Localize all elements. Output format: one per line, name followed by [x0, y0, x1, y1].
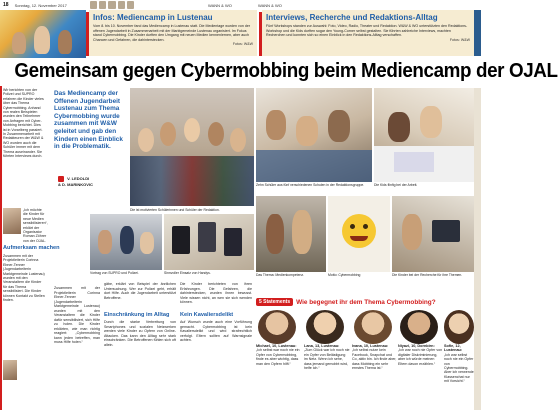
statement-sofie-name: Sofie, 12, Lustenau:: [444, 344, 463, 353]
statement-face-michael: [258, 310, 296, 344]
body-column-3-text-2: Durch die starke Verbreitung von Smartphones und sozialen Netzwerken werden viele Kinder zu Opfern von Online-Attacken. Das kann den Alltag sehr stark einschränken. Die Betroffenen fühlen sich oft allein.: [104, 320, 176, 347]
statement-niyazi-text: „Ich war noch nie Opfer von digitaler Diskriminierung, aber ich würde meinen Eltern davon erzählen.“: [398, 348, 443, 366]
info-left-text: Vom 8. bis 10. November fand das Mediencamp in Lustenau statt. Die Medientage wurden von der offenen Jugendarbeit in Zusammenarbeit mit der Marktgemeinde Lustenau organisiert. Im Fokus stand Cybermobbing. Die Kinder durften den Umgang mit neuen Medien kennenlernen, aber auch Chancen und Gefahren, die dahinterstecken.: [93, 24, 251, 42]
left-column-text-3: Zusammen mit der Projektleiterin Corinna Ebner-Tenner (Jugendarbeiterin Marktgemeinde Lustenau) wurden mit den Veranstaltern die Kinder für das Thema sensibilisiert. Die Kinder können Kontakt zu Stellen finden.: [3, 254, 45, 303]
statement-michael-name: Michael, 10, Lustenau:: [256, 344, 297, 348]
page-number: 18: [3, 2, 9, 8]
info-right-signature: Fotos: W&W: [449, 37, 470, 42]
statement-face-niyazi: [400, 310, 438, 344]
photo-discussion: [374, 88, 474, 182]
left-column-text-1: Wir berichten von der Polizei und SUPRO erfahren die Kinder vieles über das Thema Cybermobbing. Anhand von realen Beispielen wurden den Teilnehmer von Anfragen mit Cyber-Mobbing berichtet. Dies ist in Vorarlberg passiert. In Zusammenarbeit mit Redakteuren der W&W & WO wurden auch die Schüler immer mit dem Thema auseinander. Sie führten Interviews durch.: [3, 88, 44, 159]
statement-lana-name: Lana, 13, Lustenau:: [304, 344, 340, 348]
caption-redaktion-group: Zehn Schüler aus fünf verschiedenen Schulen in der Redaktionsgruppe.: [256, 183, 365, 187]
photo-redaktion-group: [256, 88, 372, 182]
statement-face-sofie: [444, 310, 474, 344]
info-box-right: [262, 10, 474, 56]
caption-phones: Sinnvoller Einsatz von Handys.: [164, 271, 211, 275]
statement-face-lana: [306, 310, 344, 344]
photo-group-selfie: [130, 88, 254, 206]
left-column-accent-bar: [0, 86, 2, 410]
header-photo-strip: [90, 1, 134, 9]
brand-label-left: WANN & WO: [208, 2, 232, 8]
caption-group-selfie: Die ist motivierten Schülerinnen und Schüler der Redaktion.: [130, 208, 220, 212]
photo-theater: [256, 196, 326, 272]
statement-ivana-name: Ivana, 10, Lustenau:: [352, 344, 389, 348]
top-left-photo: [0, 10, 86, 58]
statement-lana: [304, 344, 350, 370]
caption-theater: Das Thema: Medienkompetenz.: [256, 273, 304, 277]
body-column-4-subhead: Kein Kavaliersdelikt: [180, 312, 234, 318]
organizer-portrait: [3, 208, 21, 234]
adjacent-page-edge-top: [474, 10, 481, 56]
caption-discussion: Die Kids flinfig bei der Arbeit.: [374, 183, 418, 187]
body-column-3-subhead: Einschränkung im Alltag: [104, 312, 170, 318]
statement-sofie: [444, 344, 474, 384]
info-box-left: [89, 10, 257, 56]
info-right-title: Interviews, Recherche und Redaktions-Alltag: [266, 13, 438, 22]
info-left-title: Infos: Mediencamp in Lustenau: [93, 13, 213, 22]
statement-lana-text: „Zum Glück war ich noch nie ein Opfer von Belästigung im Netz. Wenn ich sehe, dass jemand gemobbt wird, helfe ich.“: [304, 348, 350, 371]
byline-author-1: V. LEDOLDI: [67, 176, 90, 182]
adjacent-page-edge: [474, 88, 481, 410]
statements-question: Wie begegnet ihr dem Thema Cybermobbing?: [296, 298, 436, 306]
byline: [58, 176, 126, 187]
caption-emoji: Motto: Cybermobbing: [328, 273, 361, 277]
statements-badge: 5 Statements: [256, 298, 293, 306]
info-left-signature: Fotos: W&W: [232, 42, 253, 47]
photo-research: [392, 196, 474, 272]
statement-michael-text: „Ich selbst war noch nie ein Opfer von Cybermobbing, finde es aber wichtig, dass man den Opfern hilft.“: [256, 348, 300, 366]
caption-supro-talk: Vortrag von SUPRO und Polizei.: [90, 271, 139, 275]
caption-research: Die Kinder bei der Recherche für ihre Themen.: [392, 273, 463, 277]
byline-author-2: & D. MARINKOVIC: [58, 182, 93, 187]
left-column-quote: „Ich möchte die Kinder für neue Medien sensibilisieren“, erklärt der Organisator Roman Zöhrer von der OJAL.: [23, 208, 48, 243]
body-column-4-text-1: Die Kinder berichteten von ihren Erfahrungen. Die Gefahren, die dahinterstecken, wurden ihnen bewusst. Viele wissen nicht, an wen sie sich wenden können.: [180, 282, 252, 304]
statement-sofie-text: „Ich war selbst noch nie ein Opfer von Cybermobbing. Aber ich verwende Klassenchat nur mit Vorsicht.“: [444, 352, 474, 384]
issue-date: Sonntag, 12. November 2017: [14, 2, 67, 8]
brand-label-right: WANN & WO: [258, 2, 282, 8]
statement-michael: [256, 344, 302, 366]
statements-header: [256, 296, 481, 308]
photo-emoji: [328, 196, 390, 272]
left-column-subhead: Aufmerksam machen: [3, 245, 60, 251]
page-header: [0, 0, 481, 10]
main-headline: Gemeinsam gegen Cybermobbing beim Mediencamp der OJAL: [14, 60, 558, 82]
statement-niyazi-name: Niyazi, 10, Dornbirn:: [398, 344, 435, 348]
lead-paragraph: Das Mediencamp der Offenen Jugendarbeit Lustenau zum Thema Cybermobbing wurde zusammen mit W&W geleitet und gab den Kindern einen Einblick in die Problematik.: [54, 90, 123, 151]
body-column-4-text-2: Auf Wunsch wurde auch eine Vorführung gemacht. Cybermobbing ist kein Kavaliersdelikt und wird strafrechtlich verfolgt. Eltern sollten auf Warnsignale achten.: [180, 320, 252, 342]
small-portrait: [3, 360, 17, 380]
body-column-2: Zusammen mit der Projektleiterin Corinna Ebner-Tenner (Jugendarbeiterin Marktgemeinde Lustenau) wurden mit den Veranstaltern die Kinder dafür sensibilisiert, sich Hilfe zu holen. Die Kinder erklärten, wie man richtig reagiert: „Cybermobbing kann jeden betreffen, man muss Hilfe holen.“: [54, 286, 100, 344]
statement-ivana: [352, 344, 398, 370]
info-right-text: Fünf Workshops standen zur Auswahl: Foto, Video, Radio, Theater und Redaktion. W&W & WO unterstützten den Redaktions-Workshop und die Kids durften sogar den Young-Corner selbst gestalten. Sie führten zahlreiche Interviews, machten Recherchen und konnten sich so einen Einblick in den Redaktions-Alltag verschaffen.: [266, 24, 468, 38]
statement-face-ivana: [354, 310, 392, 344]
statement-ivana-text: „Ich selbst nutze kein Facebook, Snapchat und Co, aktiv bin. Ich finde aber, dass Mobbing ein sehr ernstes Thema ist.“: [352, 348, 397, 371]
photo-supro-talk: [90, 214, 162, 270]
body-column-3-text-1: gäbe, erklärt von Beispiel der ärztlichen Untersuchung. Wer zur Polizei geht, erhält dort Hilfe. Auch die Jugendarbeit unterstützt Betroffene.: [104, 282, 176, 300]
statement-niyazi: [398, 344, 444, 366]
photo-phones: [164, 214, 254, 270]
